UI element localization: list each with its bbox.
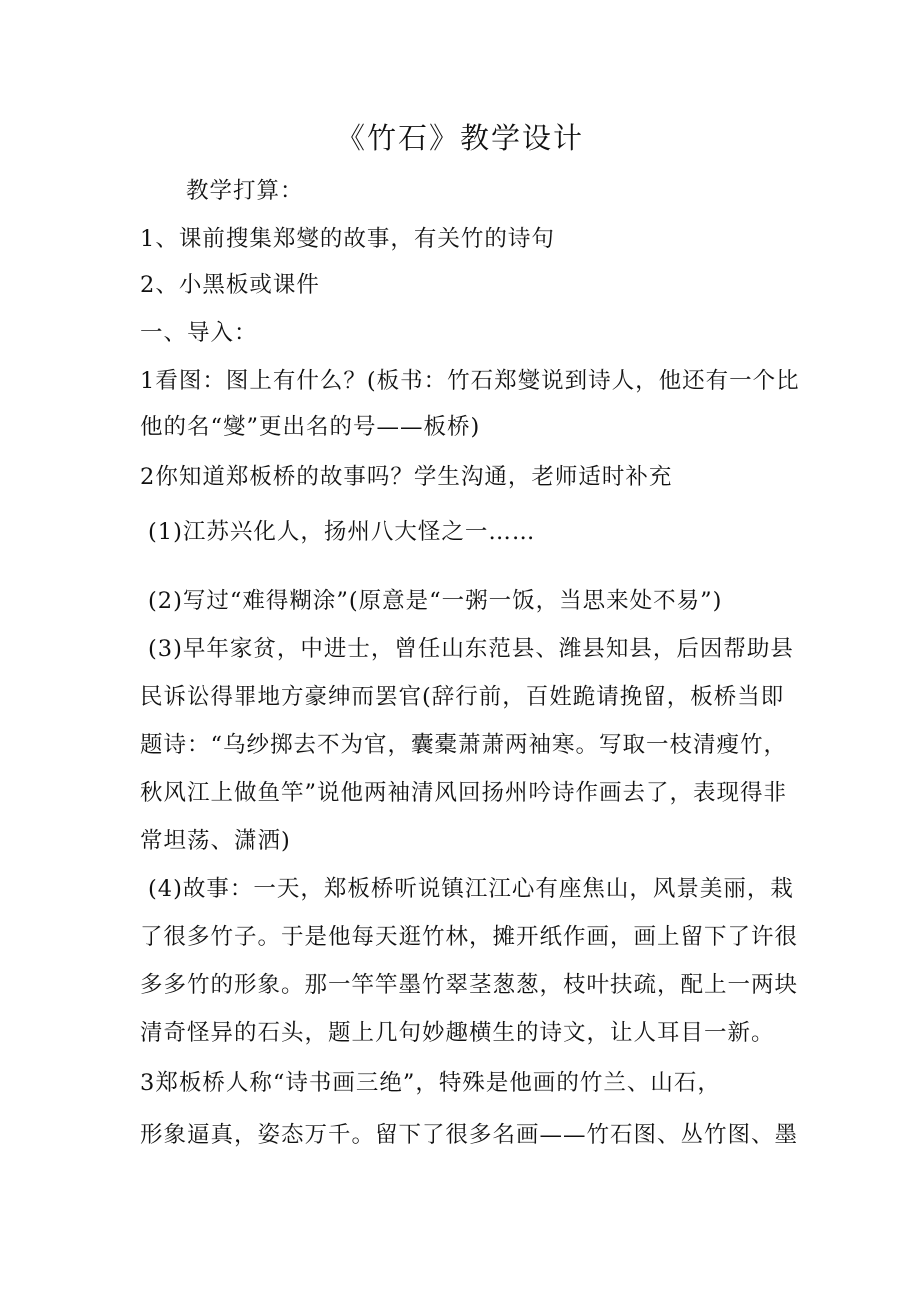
paragraph-line: 清奇怪异的石头，题上几句妙趣横生的诗文，让人耳目一新。 (140, 1020, 775, 1046)
list-item: (2)写过“难得糊涂”(原意是“一粥一饭，当思来处不易”) (148, 588, 723, 614)
paragraph-line: 3郑板桥人称“诗书画三绝”，特殊是他画的竹兰、山石， (140, 1070, 721, 1096)
paragraph-line: 常坦荡、潇洒) (140, 828, 291, 854)
list-item: (1)江苏兴化人，扬州八大怪之一…… (148, 519, 536, 545)
list-item: (4)故事：一天，郑板桥听说镇江江心有座焦山，风景美丽，栽 (148, 876, 794, 902)
paragraph-line: 秋风江上做鱼竿”说他两袖清风回扬州吟诗作画去了，表现得非 (140, 780, 788, 806)
paragraph-line: 2、小黑板或课件 (140, 272, 320, 298)
paragraph-line: 1看图：图上有什么？(板书：竹石郑燮说到诗人，他还有一个比 (140, 368, 800, 394)
section-label-teaching-prep: 教学打算： (186, 178, 304, 204)
document-title: 《竹石》教学设计 (335, 121, 584, 155)
section-heading-intro: 一、导入： (140, 320, 258, 346)
paragraph-line: 民诉讼得罪地方豪绅而罢官(辞行前，百姓跪请挽留，板桥当即 (140, 684, 785, 710)
paragraph-line: 1、课前搜集郑燮的故事，有关竹的诗句 (140, 226, 555, 252)
paragraph-line: 2你知道郑板桥的故事吗？学生沟通，老师适时补充 (140, 464, 673, 490)
paragraph-line: 形象逼真，姿态万千。留下了很多名画——竹石图、丛竹图、墨 (140, 1122, 799, 1148)
list-item: (3)早年家贫，中进士，曾任山东范县、潍县知县，后因帮助县 (148, 636, 794, 662)
paragraph-line: 题诗：“乌纱掷去不为官，囊橐萧萧两袖寒。写取一枝清瘦竹， (140, 732, 788, 758)
paragraph-line: 他的名“燮”更出名的号——板桥) (140, 414, 481, 440)
paragraph-line: 了很多竹子。于是他每天逛竹林，摊开纸作画，画上留下了许很 (140, 924, 799, 950)
paragraph-line: 多多竹的形象。那一竿竿墨竹翠茎葱葱，枝叶扶疏，配上一两块 (140, 972, 799, 998)
